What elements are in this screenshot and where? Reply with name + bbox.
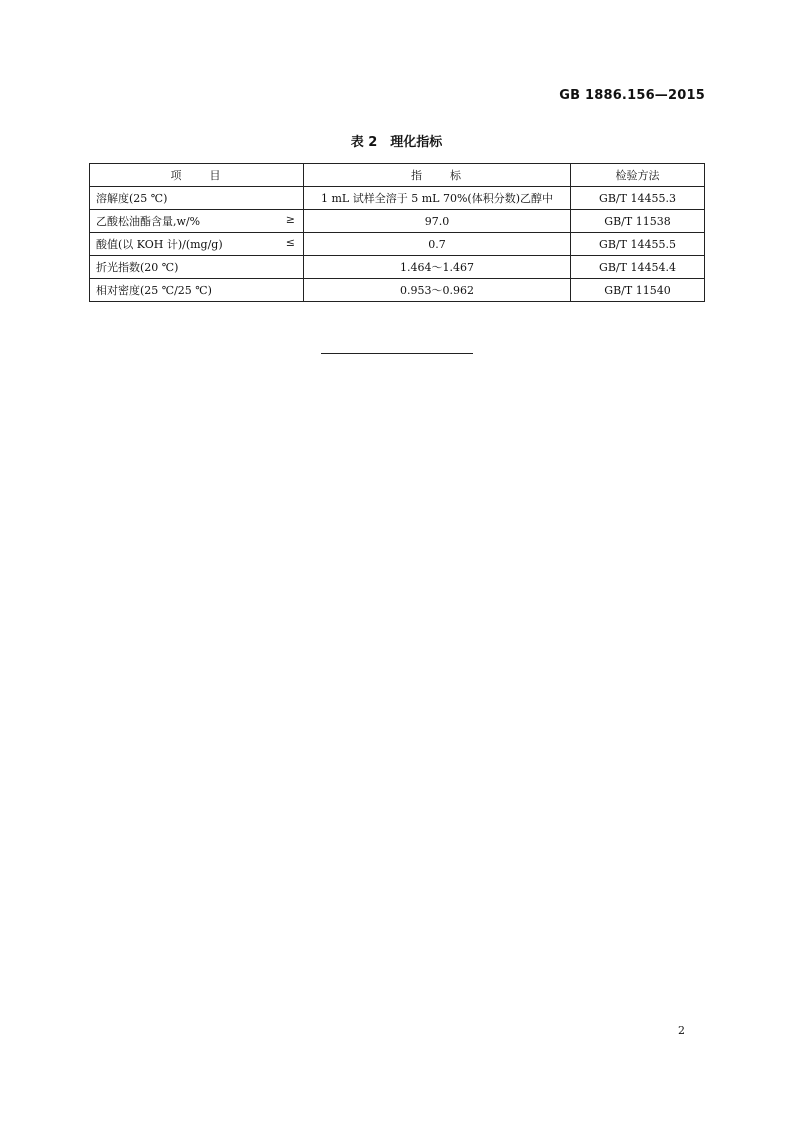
row-value: 1 mL 试样全溶于 5 mL 70%(体积分数)乙醇中 <box>304 187 571 210</box>
table-header-row <box>90 164 705 187</box>
row-value: 0.7 <box>304 233 571 256</box>
row-item: 乙酸松油酯含量,w/% <box>96 215 201 228</box>
table-row <box>90 279 705 302</box>
column-header-item: 项 目 <box>90 164 304 187</box>
row-item-cell <box>90 256 304 279</box>
row-symbol: ≤ <box>285 236 295 249</box>
end-of-document-rule <box>321 353 473 354</box>
page-number: 2 <box>678 1024 685 1037</box>
spec-table <box>89 163 705 302</box>
row-value: 1.464～1.467 <box>304 256 571 279</box>
row-value: 97.0 <box>304 210 571 233</box>
row-item-cell <box>90 279 304 302</box>
table-row <box>90 233 705 256</box>
table-row <box>90 187 705 210</box>
row-item: 相对密度(25 ℃/25 ℃) <box>96 284 212 297</box>
row-item: 酸值(以 KOH 计)/(mg/g) <box>96 238 223 251</box>
row-value: 0.953～0.962 <box>304 279 571 302</box>
table-title: 表 2 理化指标 <box>350 135 443 150</box>
standard-code: GB 1886.156—2015 <box>559 88 705 103</box>
row-method: GB/T 14455.3 <box>571 187 705 210</box>
table-row <box>90 256 705 279</box>
row-item: 折光指数(20 ℃) <box>96 261 179 274</box>
row-item-cell <box>90 210 304 233</box>
row-method: GB/T 14454.4 <box>571 256 705 279</box>
row-method: GB/T 11540 <box>571 279 705 302</box>
table-row <box>90 210 705 233</box>
column-header-value: 指 标 <box>304 164 571 187</box>
row-item-cell <box>90 233 304 256</box>
row-symbol: ≥ <box>285 213 295 226</box>
row-item: 溶解度(25 ℃) <box>96 192 168 205</box>
row-item-cell <box>90 187 304 210</box>
row-method: GB/T 14455.5 <box>571 233 705 256</box>
column-header-method: 检验方法 <box>571 164 705 187</box>
row-method: GB/T 11538 <box>571 210 705 233</box>
